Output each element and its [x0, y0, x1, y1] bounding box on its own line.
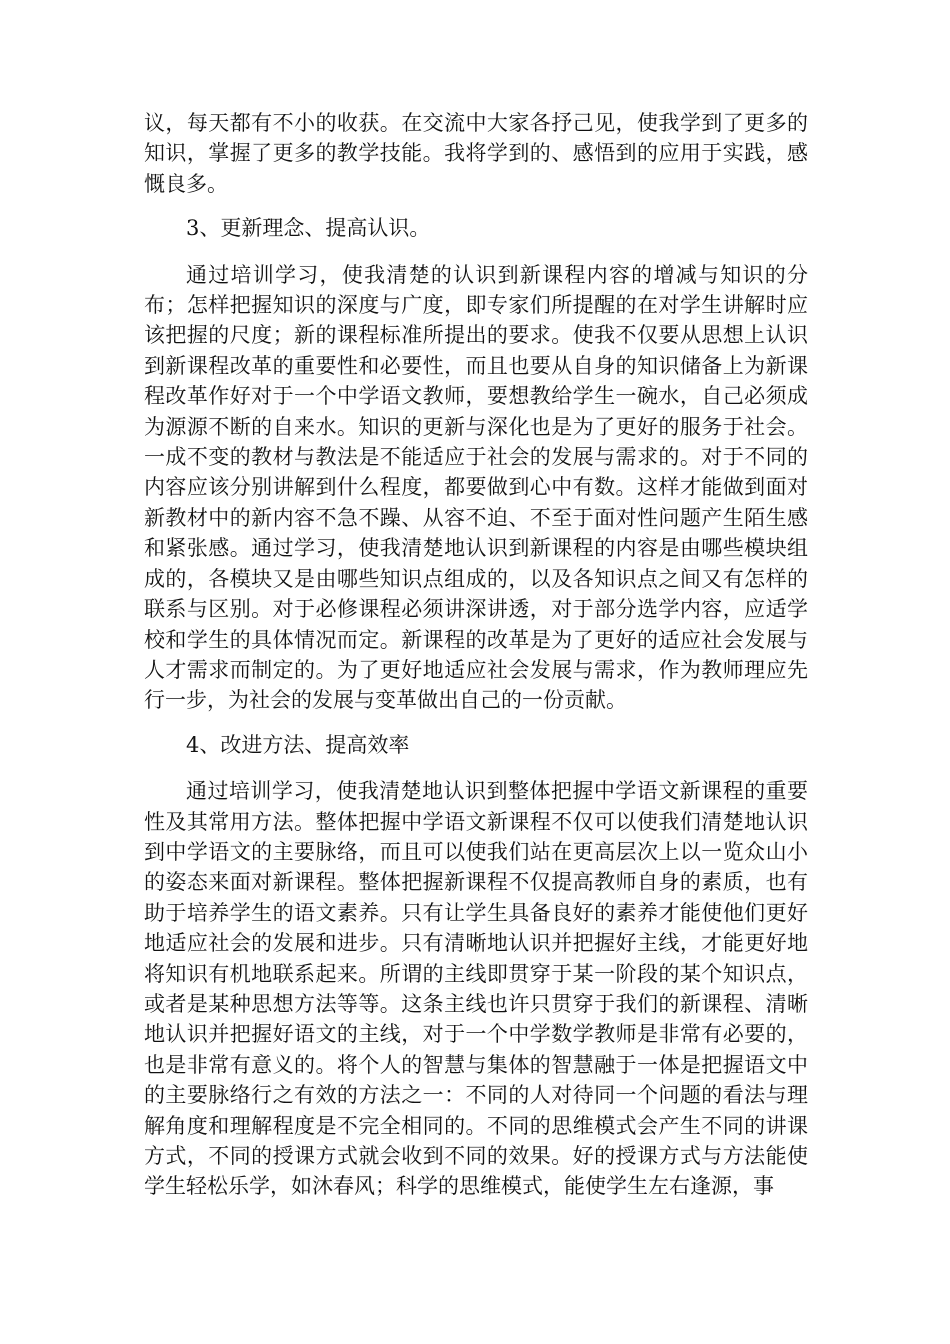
paragraph-section-4: 通过培训学习，使我清楚地认识到整体把握中学语文新课程的重要性及其常用方法。整体把握中学语文新课程不仅可以使我们清楚地认识到中学语文的主要脉络，而且可以使我们站在更高层次上以一览众山小的姿态来面对新课程。整体把握新课程不仅提高教师自身的素质，也有助于培养学生的语文素养。只有让学生具备良好的素养才能使他们更好地适应社会的发展和进步。只有清晰地认识并把握好主线，才能更好地将知识有机地联系起来。所谓的主线即贯穿于某一阶段的某个知识点，或者是某种思想方法等等。这条主线也许只贯穿于我们的新课程、清晰地认识并把握好语文的主线，对于一个中学数学教师是非常有必要的，也是非常有意义的。将个人的智慧与集体的智慧融于一体是把握语文中的主要脉络行之有效的方法之一：不同的人对待同一个问题的看法与理解角度和理解程度是不完全相同的。不同的思维模式会产生不同的讲课方式，不同的授课方式就会收到不同的效果。好的授课方式与方法能使学生轻松乐学，如沐春风；科学的思维模式，能使学生左右逢源，事 — [144, 779, 808, 1199]
section-heading-3: 3、更新理念、提高认识。 — [186, 216, 431, 241]
paragraph-section-3: 通过培训学习，使我清楚的认识到新课程内容的增减与知识的分布；怎样把握知识的深度与广度，即专家们所提醒的在对学生讲解时应该把握的尺度；新的课程标准所提出的要求。使我不仅要从思想上认识到新课程改革的重要性和必要性，而且也要从自身的知识储备上为新课程改革作好对于一个中学语文教师，要想教给学生一碗水，自己必须成为源源不断的自来水。知识的更新与深化也是为了更好的服务于社会。一成不变的教材与教法是不能适应于社会的发展与需求的。对于不同的内容应该分别讲解到什么程度，都要做到心中有数。这样才能做到面对新教材中的新内容不急不躁、从容不迫、不至于面对性问题产生陌生感和紧张感。通过学习，使我清楚地认识到新课程的内容是由哪些模块组成的，各模块又是由哪些知识点组成的，以及各知识点之间又有怎样的联系与区别。对于必修课程必须讲深讲透，对于部分选学内容，应适学校和学生的具体情况而定。新课程的改革是为了更好的适应社会发展与人才需求而制定的。为了更好地适应社会发展与需求，作为教师理应先行一步，为社会的发展与变革做出自己的一份贡献。 — [144, 262, 808, 713]
section-heading-4: 4、改进方法、提高效率 — [186, 732, 410, 757]
document-body — [144, 108, 808, 1216]
paragraph-continuation: 议，每天都有不小的收获。在交流中大家各抒己见，使我学到了更多的知识，掌握了更多的教学技能。我将学到的、感悟到的应用于实践，感慨良多。 — [144, 111, 808, 196]
